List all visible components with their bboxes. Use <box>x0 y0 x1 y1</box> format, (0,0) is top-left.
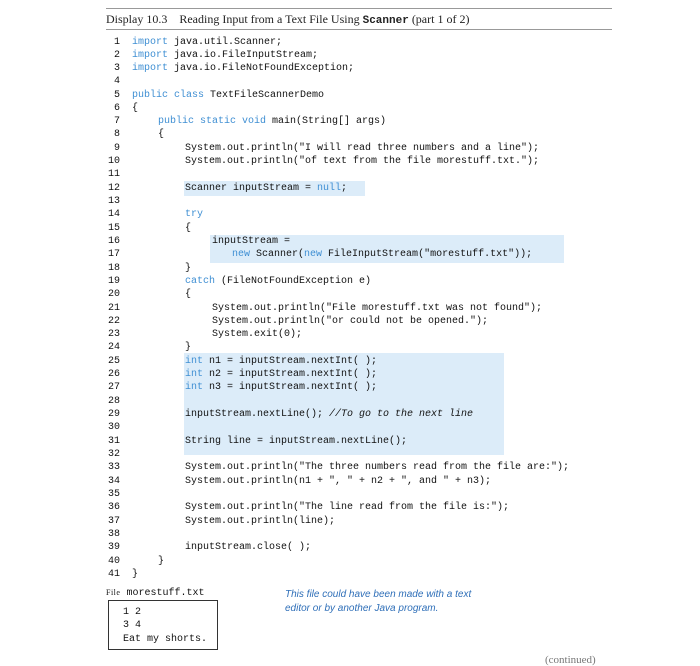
line-number: 34 <box>107 476 120 487</box>
line-number: 27 <box>107 382 120 393</box>
line-number: 39 <box>107 542 120 553</box>
line-number: 12 <box>107 183 120 194</box>
keyword: new <box>232 249 251 260</box>
line-number: 36 <box>107 502 120 513</box>
code-text: TextFileScannerDemo <box>204 90 325 101</box>
code-line-7 <box>158 115 386 128</box>
code-text: Scanner( <box>250 249 305 260</box>
code-line-41: } <box>132 569 139 580</box>
file-line: Eat my shorts. <box>123 634 208 645</box>
code-line-5 <box>132 89 324 102</box>
line-number: 9 <box>113 143 120 154</box>
display-title <box>106 8 612 30</box>
code-line-10: System.out.println("of text from the file morestuff.txt."); <box>185 156 540 167</box>
file-line: 3 4 <box>123 620 142 631</box>
line-number: 18 <box>107 263 120 274</box>
code-line-16: inputStream = <box>212 236 291 247</box>
file-note: This file could have been made with a text editor or by another Java program. <box>285 589 472 614</box>
code-line-9: System.out.println("I will read three numbers and a line"); <box>185 143 540 154</box>
line-number: 1 <box>113 37 120 48</box>
line-number: 25 <box>107 356 120 367</box>
line-number: 13 <box>107 196 120 207</box>
line-number: 26 <box>107 369 120 380</box>
code-line-17 <box>232 248 532 261</box>
file-contents-box <box>108 600 218 650</box>
code-line-31: String line = inputStream.nextLine(); <box>185 436 408 447</box>
code-text: n2 = inputStream.nextInt( ); <box>203 369 378 380</box>
line-number: 4 <box>113 76 120 87</box>
code-line-33: System.out.println("The three numbers read from the file are:"); <box>185 462 570 473</box>
file-label <box>106 588 204 599</box>
line-number: 11 <box>107 169 120 180</box>
line-number: 23 <box>107 329 120 340</box>
code-line-20: { <box>185 289 192 300</box>
line-number: 28 <box>107 396 120 407</box>
file-label-prefix: File <box>106 588 121 597</box>
line-number: 33 <box>107 462 120 473</box>
keyword: import <box>132 50 169 61</box>
code-text: main(String[] args) <box>266 116 387 127</box>
line-number: 35 <box>107 489 120 500</box>
code-text: n3 = inputStream.nextInt( ); <box>203 382 378 393</box>
keyword: int <box>185 356 204 367</box>
code-line-36: System.out.println("The line read from the file is:"); <box>185 502 510 513</box>
line-number: 40 <box>107 556 120 567</box>
line-number: 5 <box>113 90 120 101</box>
keyword: import <box>132 63 169 74</box>
code-text: (FileNotFoundException e) <box>215 276 372 287</box>
line-number: 21 <box>107 303 120 314</box>
file-line: 1 2 <box>123 607 142 618</box>
code-line-29 <box>185 408 473 421</box>
code-line-22: System.out.println("or could not be opened."); <box>212 316 489 327</box>
line-number: 6 <box>113 103 120 114</box>
code-line-19 <box>185 275 371 288</box>
line-number: 14 <box>107 209 120 220</box>
keyword: import <box>132 37 169 48</box>
code-line-26 <box>185 368 377 381</box>
keyword: public static void <box>158 116 267 127</box>
code-line-6: { <box>132 103 139 114</box>
code-text: java.util.Scanner; <box>168 37 283 48</box>
line-number: 20 <box>107 289 120 300</box>
code-text: FileInputStream("morestuff.txt")); <box>322 249 533 260</box>
code-line-25 <box>185 355 377 368</box>
title-part: (part 1 of 2) <box>408 12 470 26</box>
line-number: 7 <box>113 116 120 127</box>
line-number: 8 <box>113 129 120 140</box>
keyword: int <box>185 382 204 393</box>
code-comment: //To go to the next line <box>329 409 474 420</box>
keyword: null <box>317 183 342 194</box>
display-number: Display 10.3 <box>106 12 168 26</box>
line-number: 31 <box>107 436 120 447</box>
code-text: n1 = inputStream.nextInt( ); <box>203 356 378 367</box>
line-number: 17 <box>107 249 120 260</box>
code-line-27 <box>185 381 377 394</box>
code-text: java.io.FileNotFoundException; <box>168 63 355 74</box>
code-line-1 <box>132 36 282 49</box>
line-number: 29 <box>107 409 120 420</box>
line-number: 22 <box>107 316 120 327</box>
code-line-23: System.exit(0); <box>212 329 303 340</box>
code-line-3 <box>132 62 354 75</box>
line-number: 15 <box>107 223 120 234</box>
code-line-34: System.out.println(n1 + ", " + n2 + ", and " + n3); <box>185 476 492 487</box>
code-line-18: } <box>185 263 192 274</box>
line-number: 38 <box>107 529 120 540</box>
code-line-8: { <box>158 129 165 140</box>
code-text: ; <box>341 183 348 194</box>
file-label-name: morestuff.txt <box>120 588 205 599</box>
keyword: catch <box>185 276 216 287</box>
code-line-40: } <box>158 556 165 567</box>
line-number: 24 <box>107 342 120 353</box>
code-text: inputStream.nextLine(); <box>185 409 330 420</box>
line-number: 32 <box>107 449 120 460</box>
code-line-2 <box>132 49 318 62</box>
title-code: Scanner <box>362 15 409 27</box>
line-number: 10 <box>107 156 120 167</box>
code-line-15: { <box>185 223 192 234</box>
keyword: int <box>185 369 204 380</box>
line-number: 30 <box>107 422 120 433</box>
line-number: 37 <box>107 516 120 527</box>
code-line-14: try <box>185 209 204 220</box>
line-number: 19 <box>107 276 120 287</box>
keyword: public class <box>132 90 205 101</box>
code-line-39: inputStream.close( ); <box>185 542 312 553</box>
line-number: 16 <box>107 236 120 247</box>
title-text: Reading Input from a Text File Using <box>179 12 363 26</box>
code-text: java.io.FileInputStream; <box>168 50 319 61</box>
line-number: 2 <box>113 50 120 61</box>
line-number: 41 <box>107 569 120 580</box>
line-number: 3 <box>113 63 120 74</box>
code-line-24: } <box>185 342 192 353</box>
code-line-21: System.out.println("File morestuff.txt was not found"); <box>212 303 543 314</box>
code-line-12 <box>185 182 347 195</box>
continued-label: (continued) <box>545 654 596 666</box>
code-text: Scanner inputStream = <box>185 183 318 194</box>
keyword: new <box>304 249 323 260</box>
code-line-37: System.out.println(line); <box>185 516 336 527</box>
